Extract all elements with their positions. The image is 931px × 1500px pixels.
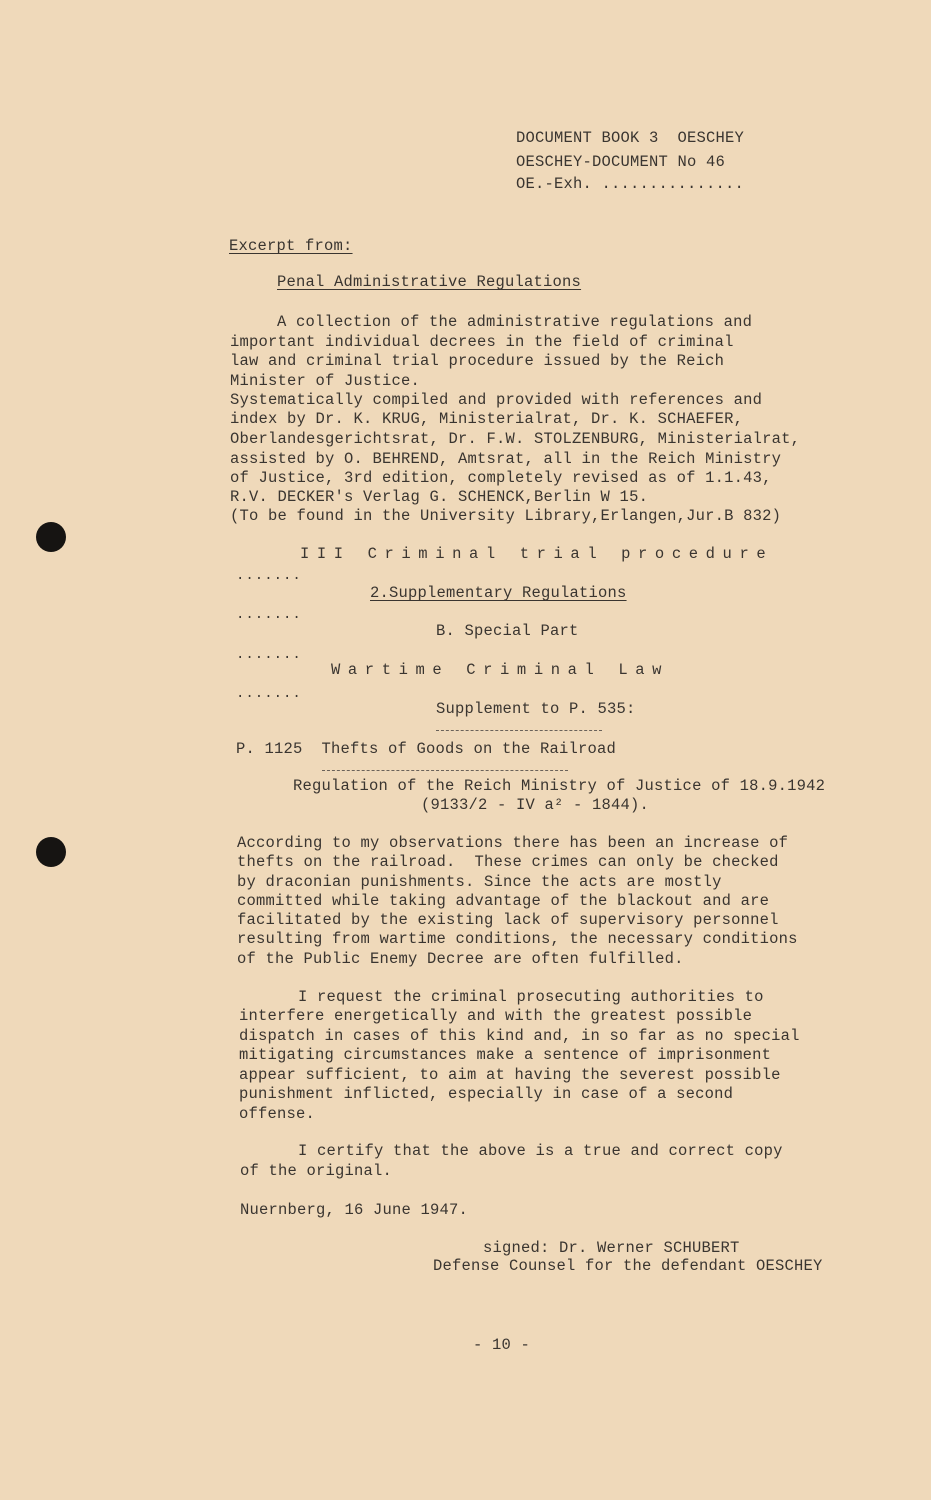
paragraph-1-line-7: of the Public Enemy Decree are often fulfilled. — [237, 950, 684, 968]
intro-line-2: important individual decrees in the field of criminal — [230, 333, 734, 351]
intro-line-1: A collection of the administrative regulations and — [277, 313, 753, 331]
signature-name: signed: Dr. Werner SCHUBERT — [483, 1239, 740, 1257]
page-number: - 10 - — [473, 1336, 531, 1354]
separator-1 — [436, 730, 602, 731]
intro-line-4: Minister of Justice. — [230, 372, 421, 390]
intro-line-7: Oberlandesgerichtsrat, Dr. F.W. STOLZENBURG, Ministerialrat, — [230, 430, 801, 448]
ellipsis-3: ....... — [236, 647, 302, 663]
header-document-number: OESCHEY-DOCUMENT No 46 — [516, 153, 726, 171]
intro-line-8: assisted by O. BEHREND, Amtsrat, all in the Reich Ministry — [230, 450, 782, 468]
intro-line-11: (To be found in the University Library,Erlangen,Jur.B 832) — [230, 507, 782, 525]
intro-line-3: law and criminal trial procedure issued by the Reich — [230, 352, 725, 370]
supplement-reference: Supplement to P. 535: — [436, 700, 636, 718]
paragraph-2-line-7: offense. — [239, 1105, 316, 1123]
header-document-book: DOCUMENT BOOK 3 OESCHEY — [516, 129, 745, 147]
ellipsis-4: ....... — [236, 686, 302, 702]
place-date: Nuernberg, 16 June 1947. — [240, 1201, 469, 1219]
paragraph-2-line-2: interfere energetically and with the greatest possible — [239, 1007, 753, 1025]
paragraph-2-line-6: punishment inflicted, especially in case of a second — [239, 1085, 734, 1103]
paragraph-1-line-2: thefts on the railroad. These crimes can only be checked — [237, 853, 779, 871]
excerpt-label: Excerpt from: — [229, 237, 353, 255]
paragraph-1-line-4: committed while taking advantage of the blackout and are — [237, 892, 770, 910]
intro-line-5: Systematically compiled and provided with references and — [230, 391, 763, 409]
paragraph-1-line-6: resulting from wartime conditions, the necessary conditions — [237, 930, 798, 948]
paragraph-1-line-3: by draconian punishments. Since the acts are mostly — [237, 873, 722, 891]
ellipsis-1: ....... — [236, 568, 302, 584]
intro-line-6: index by Dr. K. KRUG, Ministerialrat, Dr. K. SCHAEFER, — [230, 410, 744, 428]
paragraph-2-line-4: mitigating circumstances make a sentence of imprisonment — [239, 1046, 772, 1064]
ellipsis-2: ....... — [236, 607, 302, 623]
regulation-reference: (9133/2 - IV a² - 1844). — [421, 796, 650, 814]
source-title: Penal Administrative Regulations — [277, 273, 582, 291]
intro-line-10: R.V. DECKER's Verlag G. SCHENCK,Berlin W 15. — [230, 488, 649, 506]
regulation-title: Regulation of the Reich Ministry of Justice of 18.9.1942 — [293, 777, 826, 795]
section-supplementary-regulations: 2.Supplementary Regulations — [370, 584, 627, 602]
section-wartime-criminal-law: Wartime Criminal Law — [331, 661, 670, 679]
separator-2 — [322, 770, 568, 771]
section-criminal-trial-procedure: III Criminal trial procedure — [300, 545, 774, 563]
punch-hole-top — [36, 522, 66, 552]
page-reference-thefts: P. 1125 Thefts of Goods on the Railroad — [236, 740, 617, 758]
intro-line-9: of Justice, 3rd edition, completely revised as of 1.1.43, — [230, 469, 772, 487]
paragraph-2-line-1: I request the criminal prosecuting authorities to — [298, 988, 764, 1006]
header-exhibit: OE.-Exh. ............... — [516, 175, 745, 193]
paragraph-2-line-3: dispatch in cases of this kind and, in so far as no special — [239, 1027, 800, 1045]
paragraph-1-line-5: facilitated by the existing lack of supervisory personnel — [237, 911, 779, 929]
punch-hole-bottom — [36, 837, 66, 867]
section-special-part: B. Special Part — [436, 622, 579, 640]
paragraph-2-line-5: appear sufficient, to aim at having the severest possible — [239, 1066, 781, 1084]
certification-line-2: of the original. — [240, 1162, 393, 1180]
signature-title: Defense Counsel for the defendant OESCHEY — [433, 1257, 823, 1275]
certification-line-1: I certify that the above is a true and correct copy — [298, 1142, 783, 1160]
paragraph-1-line-1: According to my observations there has been an increase of — [237, 834, 789, 852]
